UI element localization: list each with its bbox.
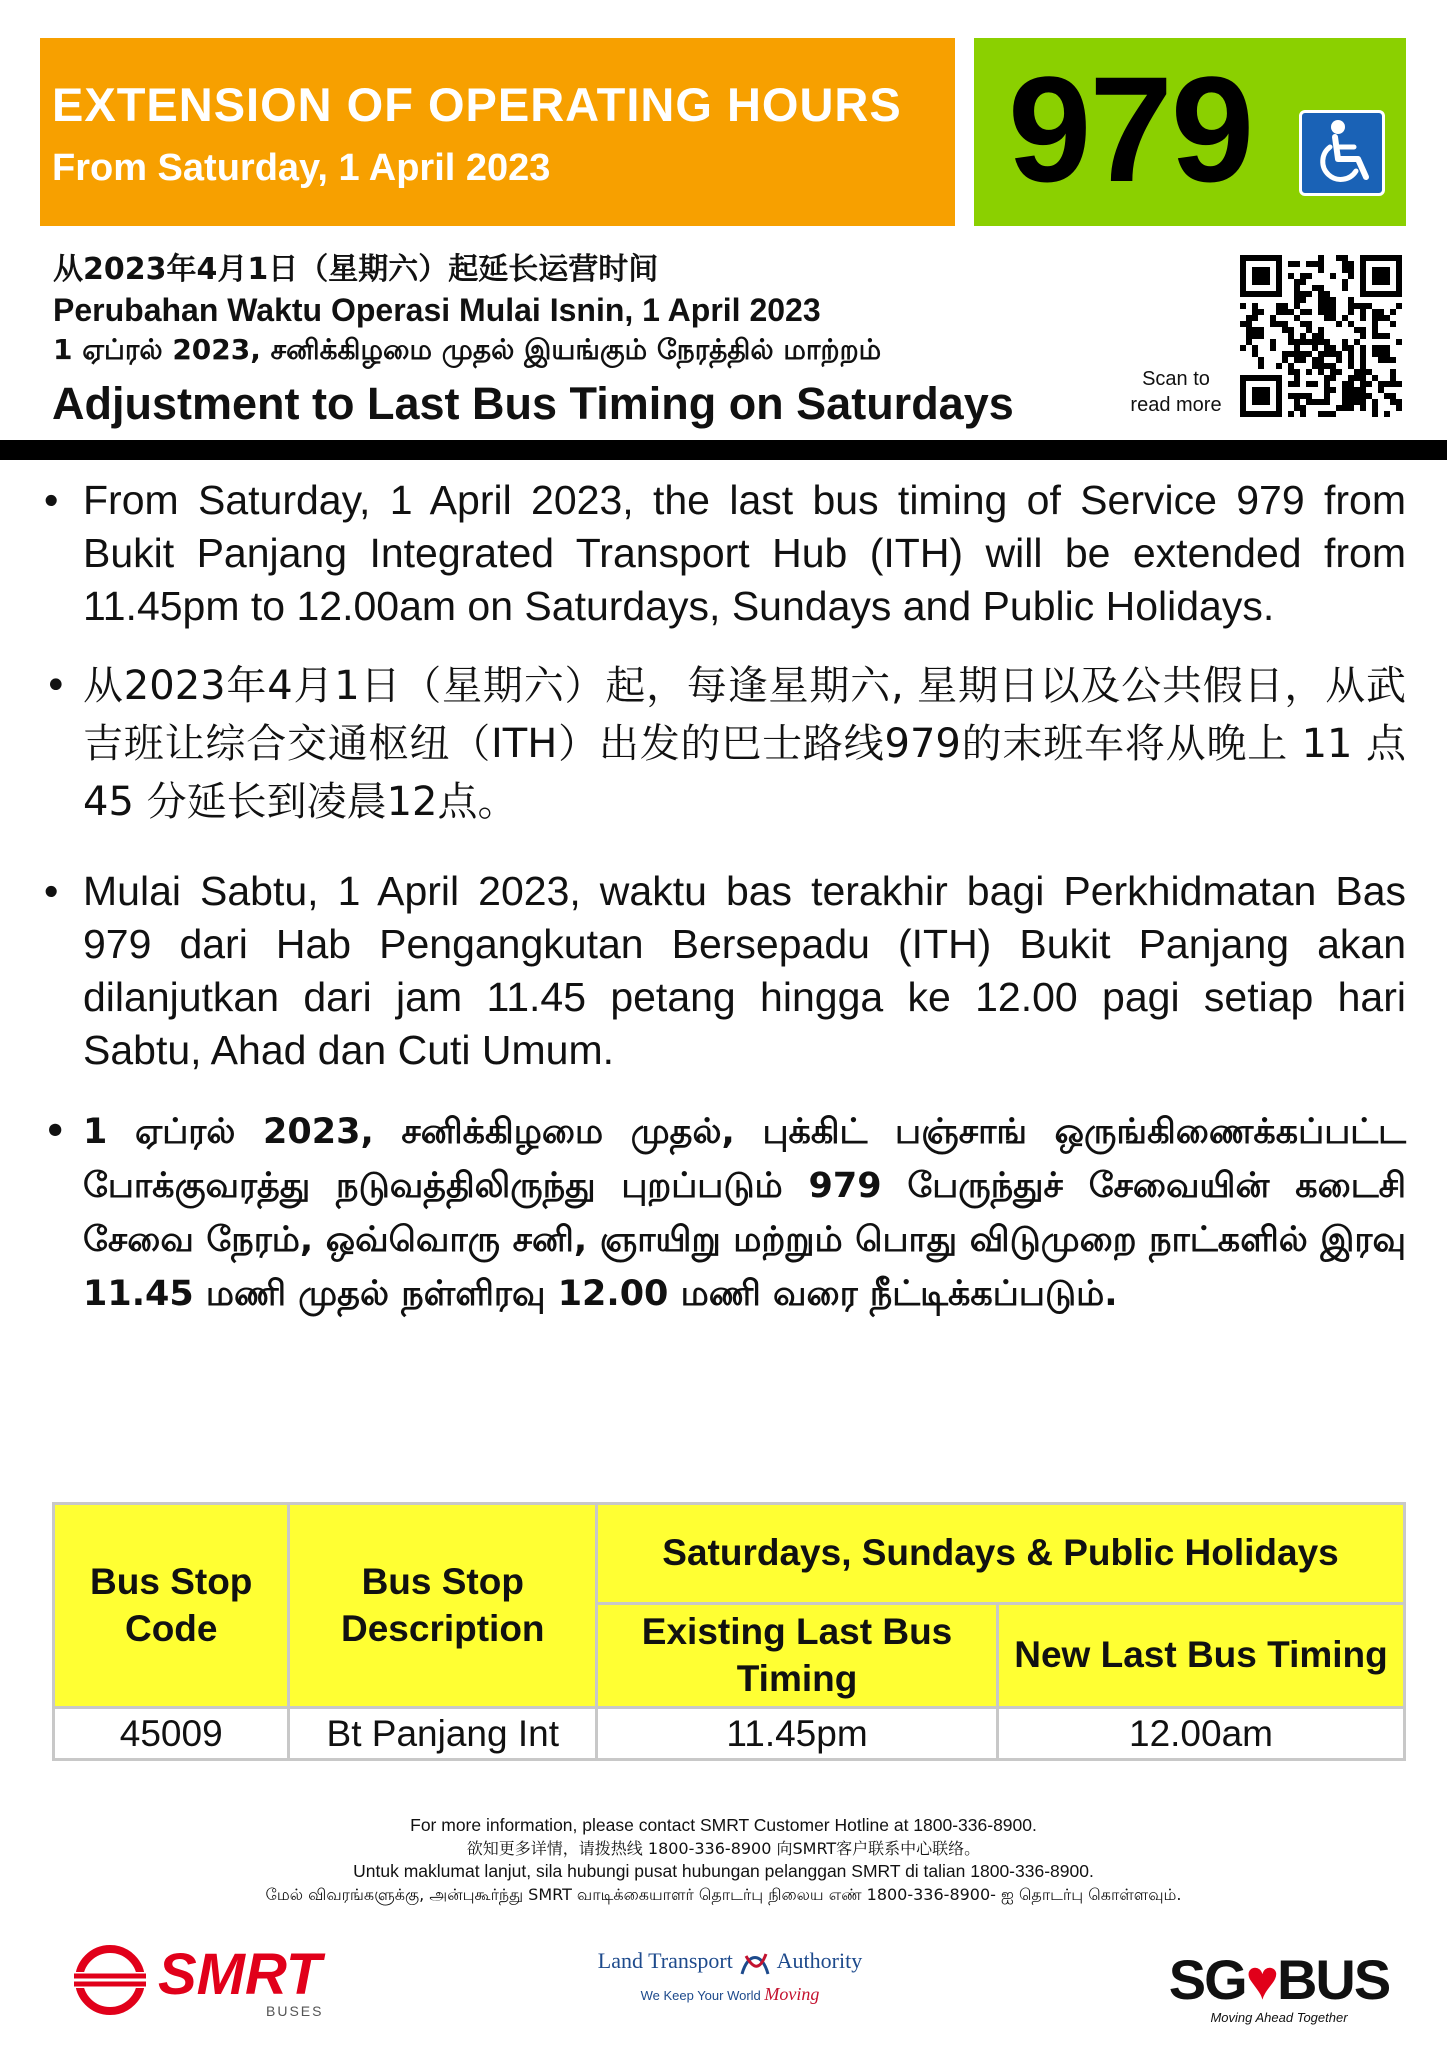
heading-chinese: 从2023年4月1日（星期六）起延长运营时间 xyxy=(53,252,659,287)
bullet-tamil: • 1 ஏப்ரல் 2023, சனிக்கிழமை முதல், புக்கிட் பஞ்சாங் ஒருங்கிணைக்கப்பட்ட போக்குவரத்து நடுவத்திலிருந்து புறப்படும் 979 பேருந்துச் சேவையின் கடைசி சேவை நேரம், ஒவ்வொரு சனி, ஞாயிறு மற்றும் பொது விடுமுறை நாட்களில் இரவு 11.45 மணி முதல் நள்ளிரவு 12.00 மணி வரை நீட்டிக்கப்படும். xyxy=(40,1105,1406,1321)
banner-date: From Saturday, 1 April 2023 xyxy=(52,147,551,190)
cell-description: Bt Panjang Int xyxy=(289,1708,597,1760)
footer-english: For more information, please contact SMRT Customer Hotline at 1800-336-8900. xyxy=(410,1815,1037,1835)
smrt-logo xyxy=(70,1942,350,2027)
smrt-sub: BUSES xyxy=(266,2003,324,2019)
lta-logo xyxy=(570,1948,890,2005)
lta-left: Land Transport xyxy=(597,1948,733,1974)
sgbus-logo xyxy=(1148,1948,1410,2025)
route-banner xyxy=(974,38,1406,226)
heading-tamil: 1 ஏப்ரல் 2023, சனிக்கிழமை முதல் இயங்கும் நேரத்தில் மாற்றம் xyxy=(53,333,882,366)
banner-title: EXTENSION OF OPERATING HOURS xyxy=(52,78,902,131)
bullet-english: • From Saturday, 1 April 2023, the last bus timing of Service 979 from Bukit Panjang Integrated Transport Hub (ITH) will be extended from 11.45pm to 12.00am on Saturdays, Sundays and Public Holidays. xyxy=(40,474,1406,633)
header-new: New Last Bus Timing xyxy=(998,1604,1405,1708)
footer-chinese: 欲知更多详情，请拨热线 1800-336-8900 向SMRT客户联系中心联络。 xyxy=(466,1839,981,1858)
cell-existing: 11.45pm xyxy=(597,1708,998,1760)
timing-table xyxy=(52,1502,1406,1761)
wheelchair-icon xyxy=(1299,110,1385,196)
qr-caption xyxy=(1120,366,1232,418)
divider-bar xyxy=(0,440,1447,460)
lta-right: Authority xyxy=(776,1948,863,1974)
heading-malay: Perubahan Waktu Operasi Mulai Isnin, 1 April 2023 xyxy=(53,292,821,328)
cell-new: 12.00am xyxy=(998,1708,1405,1760)
bullet-chinese: • 从2023年4月1日（星期六）起，每逢星期六, 星期日以及公共假日，从武吉班让综合交通枢纽（ITH）出发的巴士路线979的末班车将从晚上 11 点 45 分延长到凌晨12点。 xyxy=(40,657,1406,831)
qr-caption-line1: Scan to xyxy=(1142,368,1210,390)
sgbus-left: SG xyxy=(1168,1948,1246,2011)
heart-icon: ♥ xyxy=(1245,1948,1277,2011)
table-row xyxy=(54,1708,1405,1760)
header-description: Bus Stop Description xyxy=(289,1504,597,1708)
cell-code: 45009 xyxy=(54,1708,289,1760)
bullet-malay: • Mulai Sabtu, 1 April 2023, waktu bas terakhir bagi Perkhidmatan Bas 979 dari Hab Pengangkutan Bersepadu (ITH) Bukit Panjang akan dilanjutkan dari jam 11.45 petang hingga ke 12.00 pagi setiap hari Sabtu, Ahad dan Cuti Umum. xyxy=(40,865,1406,1077)
notice-bullets xyxy=(40,474,1406,1321)
multilingual-headings xyxy=(53,244,1173,370)
extension-banner xyxy=(40,38,955,226)
sgbus-right: BUS xyxy=(1276,1948,1390,2011)
footer-tamil: மேல் விவரங்களுக்கு, அன்புகூர்ந்து SMRT வாடிக்கையாளர் தொடர்பு நிலைய எண் 1800-336-8900- ஐ தொடர்பு கொள்ளவும். xyxy=(265,1885,1182,1904)
lta-tagline: We Keep Your World xyxy=(640,1988,761,2003)
qr-code[interactable] xyxy=(1240,255,1402,422)
qr-caption-line2: read more xyxy=(1130,394,1222,416)
sgbus-tagline: Moving Ahead Together xyxy=(1210,2010,1348,2025)
contact-footer xyxy=(0,1814,1447,1906)
header-group: Saturdays, Sundays & Public Holidays xyxy=(597,1504,1405,1604)
header-code: Bus Stop Code xyxy=(54,1504,289,1708)
footer-malay: Untuk maklumat lanjut, sila hubungi pusat hubungan pelanggan SMRT di talian 1800-336-8900. xyxy=(353,1861,1094,1881)
lta-moving: Moving xyxy=(764,1984,820,2004)
header-existing: Existing Last Bus Timing xyxy=(597,1604,998,1708)
lta-emblem-icon xyxy=(738,1948,772,1978)
smrt-word: SMRT xyxy=(158,1942,322,2007)
page-subtitle: Adjustment to Last Bus Timing on Saturdays xyxy=(52,378,1014,429)
route-number: 979 xyxy=(1008,45,1253,213)
